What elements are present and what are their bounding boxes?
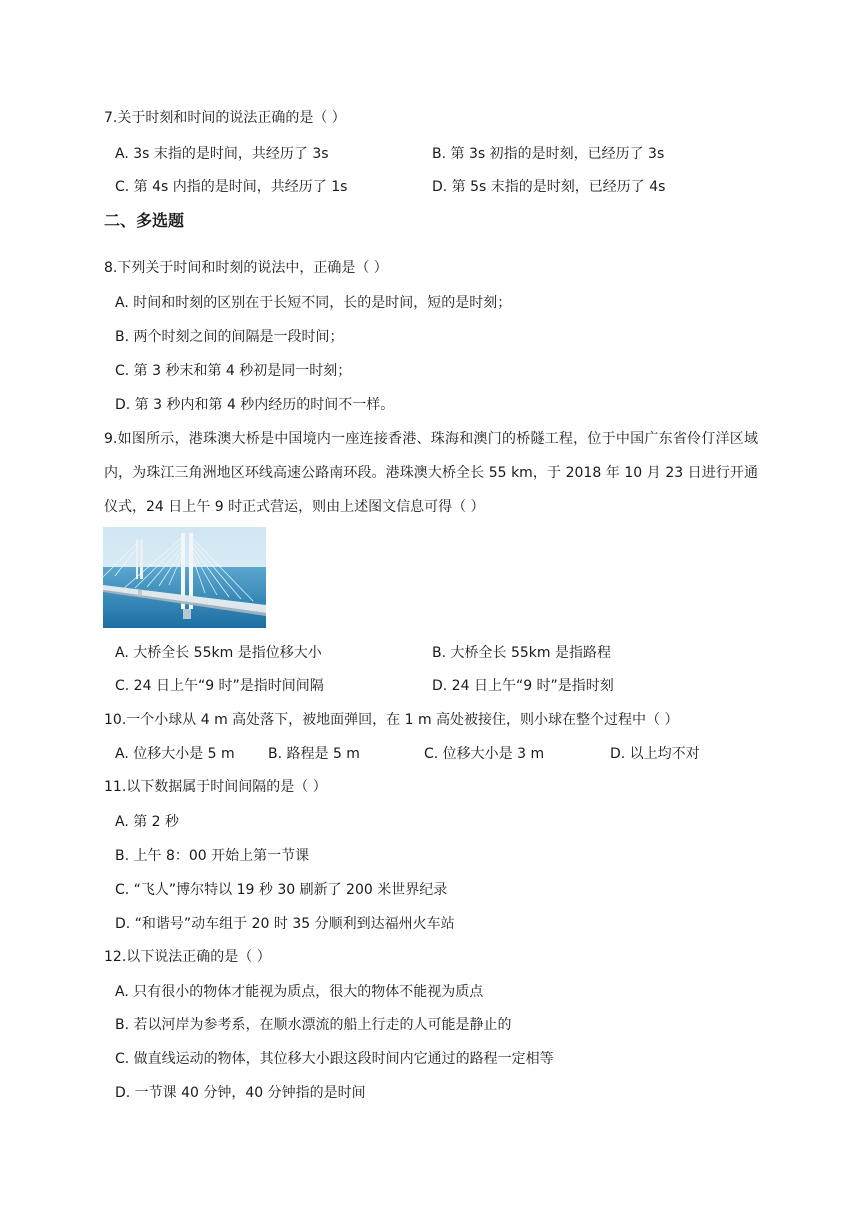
question-9-option-c: C. 24 日上午“9 时”是指时间间隔 — [115, 678, 324, 694]
question-10-option-d: D. 以上均不对 — [610, 746, 700, 762]
question-10-option-a: A. 位移大小是 5 m — [115, 746, 235, 762]
question-12-option-b: B. 若以河岸为参考系，在顺水漂流的船上行走的人可能是静止的 — [115, 1017, 512, 1033]
question-8-option-c: C. 第 3 秒末和第 4 秒初是同一时刻； — [115, 363, 352, 379]
question-7-stem: 7.关于时刻和时间的说法正确的是（ ） — [104, 110, 346, 126]
question-12-stem: 12.以下说法正确的是（ ） — [104, 949, 271, 965]
question-7-option-d: D. 第 5s 末指的是时刻，已经历了 4s — [432, 179, 666, 195]
question-9-option-b: B. 大桥全长 55km 是指路程 — [432, 645, 611, 661]
question-10-stem: 10.一个小球从 4 m 高处落下，被地面弹回，在 1 m 高处被接住，则小球在整个过程中（ ） — [104, 712, 679, 728]
question-11-option-b: B. 上午 8：00 开始上第一节课 — [115, 848, 310, 864]
question-8-option-b: B. 两个时刻之间的间隔是一段时间； — [115, 329, 344, 345]
question-12-option-c: C. 做直线运动的物体，其位移大小跟这段时间内它通过的路程一定相等 — [115, 1051, 554, 1067]
question-7-option-b: B. 第 3s 初指的是时刻，已经历了 3s — [432, 146, 665, 162]
question-9-option-a: A. 大桥全长 55km 是指位移大小 — [115, 645, 322, 661]
question-11-option-a: A. 第 2 秒 — [115, 814, 180, 830]
question-7-option-c: C. 第 4s 内指的是时间，共经历了 1s — [115, 179, 348, 195]
question-8-option-d: D. 第 3 秒内和第 4 秒内经历的时间不一样。 — [115, 397, 395, 413]
question-11-stem: 11.以下数据属于时间间隔的是（ ） — [104, 779, 327, 795]
question-11-option-c: C. “飞人”博尔特以 19 秒 30 刷新了 200 米世界纪录 — [115, 882, 448, 898]
question-12-option-a: A. 只有很小的物体才能视为质点，很大的物体不能视为质点 — [115, 984, 484, 1000]
question-12-option-d: D. 一节课 40 分钟，40 分钟指的是时间 — [115, 1085, 366, 1101]
question-8-option-a: A. 时间和时刻的区别在于长短不同，长的是时间，短的是时刻； — [115, 295, 512, 311]
question-7-option-a: A. 3s 末指的是时间，共经历了 3s — [115, 146, 329, 162]
question-10-option-b: B. 路程是 5 m — [268, 746, 360, 762]
question-9-option-d: D. 24 日上午“9 时”是指时刻 — [432, 678, 614, 694]
question-9-stem: 9.如图所示，港珠澳大桥是中国境内一座连接香港、珠海和澳门的桥隧工程，位于中国广东省伶仃洋区域内，为珠江三角洲地区环线高速公路南环段。港珠澳大桥全长 55 km，于 2018 年 10 月 23 日进行开通仪式，24 日上午 9 时正式营运，则由上述图文信息可得（ ） — [104, 431, 758, 515]
section-title-multiple-choice: 二、多选题 — [104, 211, 185, 230]
bridge-photo — [103, 527, 266, 628]
question-11-option-d: D. “和谐号”动车组于 20 时 35 分顺利到达福州火车站 — [115, 916, 455, 932]
question-10-option-c: C. 位移大小是 3 m — [424, 746, 545, 762]
question-8-stem: 8.下列关于时间和时刻的说法中，正确是（ ） — [104, 260, 388, 276]
